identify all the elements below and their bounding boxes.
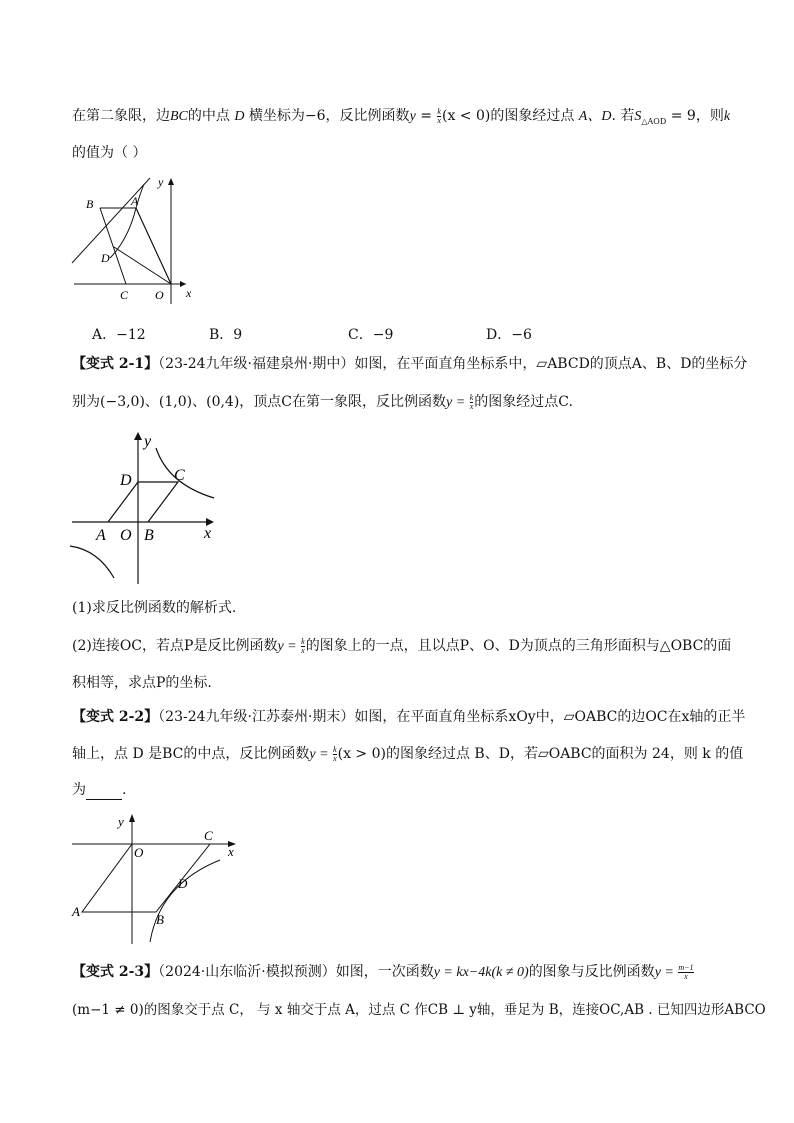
label-C: C: [204, 828, 213, 843]
label-y: y: [144, 433, 152, 450]
label-C: C: [174, 467, 185, 484]
fraction: $\frac{k}{x}$: [437, 106, 441, 125]
fraction: $\frac{k}{x}$: [469, 392, 474, 411]
fraction: $\frac{k}{x}$: [301, 636, 305, 655]
v22-figure: [70, 812, 240, 946]
v21-figure: [68, 428, 220, 584]
label-A: A: [72, 904, 80, 919]
label-D: D: [178, 876, 188, 891]
fraction: $\frac{k}{x}$: [333, 744, 337, 763]
label-D: D: [101, 251, 110, 265]
v21-sub2: (2)连接OC，若点P是反比例函数y = $\frac{k}{x}$ 的图象上的一点，且以点P、O、D为顶点的三角形面积与△OBC的面: [72, 636, 732, 655]
label-x: x: [186, 286, 192, 300]
label-y: y: [118, 814, 124, 829]
label-B: B: [86, 197, 94, 211]
choice-d[interactable]: D．−6: [486, 327, 532, 343]
label-x: x: [204, 525, 212, 542]
label-A: A: [131, 194, 139, 208]
v22-line3: 为 .: [72, 782, 127, 798]
label-B: B: [156, 912, 164, 927]
v21-line2: 别为(−3,0)、(1,0)、(0,4)，顶点C在第一象限，反比例函数y = $\frac{k}{x}$ 的图象经过点C.: [72, 392, 573, 411]
choice-a[interactable]: A．−12: [92, 327, 146, 343]
v23-line1: 【变式 2-3】（2024·山东临沂·模拟预测）如图，一次函数y = kx−4k(k ≠ 0)的图象与反比例函数y = $\frac{m-1}{x}$: [72, 962, 694, 981]
v21-line1: 【变式 2-1】（23-24九年级·福建泉州·期中）如图，在平面直角坐标系中，▱ABCD的顶点A、B、D的坐标分: [72, 356, 748, 372]
label-O: O: [134, 845, 144, 860]
fraction: $\frac{m-1}{x}$: [678, 962, 694, 981]
v21-sub2-line2: 积相等，求点P的坐标.: [72, 675, 212, 691]
label-y: y: [158, 175, 164, 189]
q1-figure: [68, 170, 198, 304]
choice-c[interactable]: C．−9: [348, 327, 394, 343]
label-D: D: [120, 472, 132, 489]
choice-b[interactable]: B．9: [209, 327, 243, 343]
v21-sub1: (1)求反比例函数的解析式.: [72, 600, 237, 616]
v22-line2: 轴上，点 D 是BC的中点，反比例函数y = $\frac{k}{x}$ (x > 0)的图象经过点 B、D，若▱OABC的面积为 24，则 k 的值: [72, 744, 744, 763]
answer-blank[interactable]: [86, 785, 122, 800]
label-O: O: [155, 288, 164, 302]
label-A: A: [96, 527, 106, 544]
label-x: x: [228, 844, 234, 859]
v22-line1: 【变式 2-2】（23-24九年级·江苏泰州·期末）如图，在平面直角坐标系xOy中，▱OABC的边OC在x轴的正半: [72, 709, 746, 725]
label-O: O: [120, 527, 132, 544]
q1-line1: 在第二象限，边BC的中点 D 横坐标为−6，反比例函数y = $\frac{k}{x}$ (x < 0)的图象经过点 A、D. 若$S_{\triangle AOD} = 9$，则k: [72, 106, 731, 126]
q1-line2: 的值为（ ）: [72, 145, 147, 161]
v23-line2: (m−1 ≠ 0)的图象交于点 C， 与 x 轴交于点 A，过点 C 作CB ⊥ y轴，垂足为 B，连接OC,AB . 已知四边形ABCO: [72, 1002, 766, 1018]
label-B: B: [144, 527, 154, 544]
label-C: C: [120, 288, 129, 302]
